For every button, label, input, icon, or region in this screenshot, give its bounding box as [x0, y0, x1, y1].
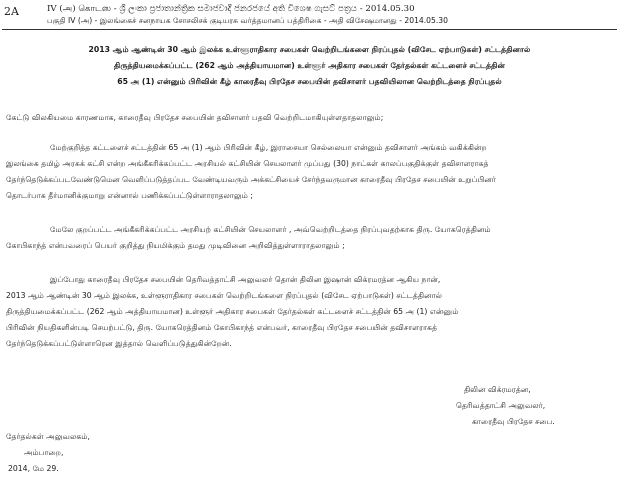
paragraph-line: இலங்கை தமிழ் அரசுக் கட்சி என்ற அங்கீகரிக்கப்பட்ட அரசியல் கட்சியின் செயலாளர் முப்பது (30) நாட்கள் காலப்பகுதிக்குள் தவிசாளராகத் — [6, 159, 489, 168]
paragraph-line: மேற்குறித்த கட்டளைச் சட்டத்தின் 65 அ (1) ஆம் பிரிவின் கீழ், இராசையா செல்லையா என்னும் தவிசாளர் அங்கம் வகிக்கின்ற — [50, 143, 487, 152]
paragraph-line: திருத்தியமைக்கப்பட்ட (262 ஆம் அத்தியாயமான) உள்ளூர் அதிகார சபைகள் தேர்தல்கள் கட்டளைச் சட்டத்தின் 65 அ (1) என்னும் — [6, 307, 459, 316]
gazette-header-line-2: பகுதி IV (அ) - இலங்கைச் சனநாயக சோசலிசக் குடியரசு வர்த்தமானப் பத்திரிகை - அதி விசேஷமானது - 2014.05.30 — [47, 16, 448, 25]
paragraph-line: தேர்ந்தெடுக்கப்பட்டுள்ளாரென இத்தால் வெளிப்படுத்துகின்றேன். — [6, 339, 232, 348]
paragraph-line: கேட்டு விலகியமை காரணமாக, காரைதீவு பிரதேச சபையின் தவிசாளர் பதவி வெற்றிடமாகியுள்ளதாதலாலும்; — [6, 113, 384, 122]
header-divider — [2, 29, 617, 30]
page-code: 2A — [4, 5, 19, 18]
paragraph-line: தொடர்பாக தீர்மானிக்குமாறு என்னால் பணிக்கப்பட்டுள்ளாராதலாலும் ; — [6, 191, 254, 200]
paragraph-1 — [6, 110, 383, 126]
paragraph-line: பிரிவின் நியதிகளின்படி செயற்பட்டு, திரு. யோகரெத்தினம் கோபிகாந்த் என்பவர், காரைதீவு பிரதேச சபையின் தவிசாளராகத் — [6, 323, 438, 332]
signatory-organisation: காரைதீவு பிரதேச சபை. — [472, 417, 555, 426]
issue-date: 2014, மே 29. — [8, 464, 59, 473]
signatory-role: தெரிவத்தாட்சி அலுவலர், — [456, 401, 546, 410]
gazette-header-line-1: IV (அ) கொடஸ - ශ්‍රී ලංකා ප්‍රජාතාන්ත්‍රික සමාජවාදී ජනරජයේ අති විශෙෂ ගැසට් පත්‍රය - 2014.05.30 — [47, 4, 415, 14]
paragraph-line: மேலே குறப்பட்ட அங்கீகரிக்கப்பட்ட அரசியற் கட்சியின் செயலாளர் , அவ்வெற்றிடத்தை நிரப்புவதற்காக திரு. யோகரெத்தினம் — [50, 225, 491, 234]
notice-title-line-2: திருத்தியமைக்கப்பட்ட (262 ஆம் அத்தியாயமான) உள்ளூர் அதிகார சபைகள் தேர்தல்கள் கட்டளைச் சட்டத்தின் — [114, 61, 505, 70]
paragraph-line: 2013 ஆம் ஆண்டின் 30 ஆம் இலக்க, உள்ளூராதிகார சபைகள் வெற்றிடங்களை நிரப்புதல் (விசேட ஏற்பாடுகள்) சட்டத்தினால் — [6, 291, 443, 300]
signatory-name: திலின விக்ரமரத்ன, — [464, 385, 531, 394]
notice-title-line-1: 2013 ஆம் ஆண்டின் 30 ஆம் இலக்க உள்ளூராதிகார சபைகள் வெற்றிடங்களை நிரப்புதல் (விசேட ஏற்பாடுகள்) சட்டத்தினால் — [88, 45, 531, 54]
paragraph-2 — [6, 140, 496, 204]
gazette-header — [0, 0, 619, 34]
paragraph-line: கோபிகாந்த் என்பவரைப் பெயர் குறித்து நியமிக்கும் தமது முடிவினை அறிவித்துள்ளாராதலாலும் ; — [6, 241, 345, 250]
paragraph-3 — [6, 222, 491, 254]
notice-title-line-3: 65 அ (1) என்னும் பிரிவின் கீழ் காரைதீவு பிரதேச சபையின் தவிசாளர் பதவியிலான வெற்றிடத்தை நிரப்புதல் — [117, 77, 502, 86]
paragraph-4 — [6, 272, 458, 352]
paragraph-line: இப்போது காரைதீவு பிரதேச சபையின் தெரிவத்தாட்சி அலுவலர் தொன் திலின இஷான் விக்ரமரத்ன ஆகிய நான், — [50, 275, 441, 284]
office-name: தேர்தல்கள் அலுவலகம், — [6, 432, 90, 441]
office-place: அம்பாறை, — [24, 448, 64, 457]
paragraph-line: தேர்ந்தெடுக்கப்படவேண்டுமென வெளிப்படுத்தப்பட வேண்டியவரும் அக்கட்சியைச் சேர்ந்தவருமான காரைதீவு பிரதேச சபையின் உறுப்பினர் — [6, 175, 496, 184]
